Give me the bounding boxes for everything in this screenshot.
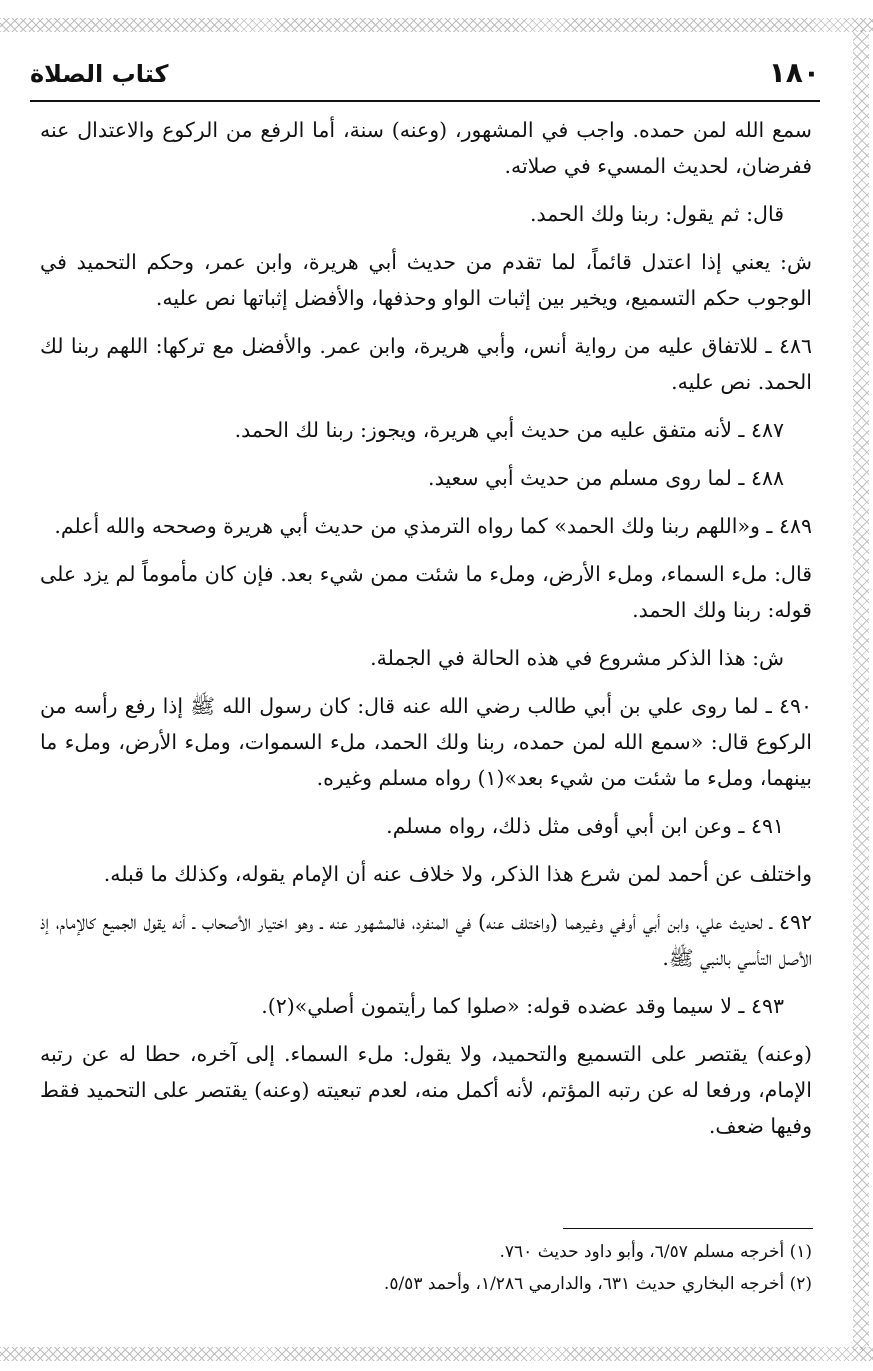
footnote: (١) أخرجه مسلم ٦/٥٧، وأبو داود حديث ٧٦٠. (499, 1242, 812, 1262)
page-number: ١٨٠ (768, 56, 820, 89)
paragraph: ٤٩٠ ـ لما روى علي بن أبي طالب رضي الله عنه قال: كان رسول الله ﷺ إذا رفع رأسه من الركوع قال: «سمع الله لمن حمده، ربنا ولك الحمد، ملء السموات، وملء الأرض، وملء ما بينهما، وملء ما شئت من شيء بعد»(١) رواه مسلم وغيره. (40, 694, 812, 790)
paragraph: واختلف عن أحمد لمن شرع هذا الذكر، ولا خلاف عنه أن الإمام يقوله، وكذلك ما قبله. (103, 862, 812, 886)
paragraph: ٤٨٩ ـ و«اللهم ربنا ولك الحمد» كما رواه الترمذي من حديث أبي هريرة وصححه والله أعلم. (54, 514, 812, 538)
paragraph: ٤٩٣ ـ لا سيما وقد عضده قوله: «صلوا كما رأيتمون أصلي»(٢). (261, 994, 784, 1018)
paragraph: قال: ثم يقول: ربنا ولك الحمد. (529, 202, 784, 226)
paragraph: (وعنه) يقتصر على التسميع والتحميد، ولا يقول: ملء السماء. إلى آخره، حطا له عن رتبه الإمام، ورفعا له عن رتبه المؤتم، لأنه أكمل منه، لعدم تبعيته (وعنه) يقتصر على التحميد فقط وفيها ضعف. (40, 1042, 812, 1138)
page-header (30, 52, 820, 102)
footnote-separator (563, 1228, 813, 1229)
footnote: (٢) أخرجه البخاري حديث ٦٣١، والدارمي ١/٢٨٦، وأحمد ٥/٥٣. (383, 1274, 812, 1294)
paragraph: ٤٩١ ـ وعن ابن أبي أوفى مثل ذلك، رواه مسلم. (386, 814, 784, 838)
paragraph: ٤٨٨ ـ لما روى مسلم من حديث أبي سعيد. (428, 466, 784, 490)
paragraph: سمع الله لمن حمده. واجب في المشهور، (وعنه) سنة، أما الرفع من الركوع والاعتدال عنه ففرضان، لحديث المسيء في صلاته. (40, 118, 812, 178)
right-decorative-border (853, 30, 869, 1350)
paragraph: ش: يعني إذا اعتدل قائماً، لما تقدم من حديث أبي هريرة، وابن عمر، وحكم التحميد في الوجوب حكم التسميع، ويخير بين إثبات الواو وحذفها، والأفضل إثباتها نص عليه. (40, 250, 812, 310)
paragraph: ٤٨٦ ـ للاتفاق عليه من رواية أنس، وأبي هريرة، وابن عمر. والأفضل مع تركها: اللهم ربنا لك الحمد. نص عليه. (40, 334, 812, 394)
chapter-title: كتاب الصلاة (30, 60, 169, 88)
paragraph: ش: هذا الذكر مشروع في هذه الحالة في الجملة. (370, 646, 784, 670)
main-text (40, 112, 812, 1156)
footnotes (40, 1236, 812, 1300)
paragraph: قال: ملء السماء، وملء الأرض، وملء ما شئت ممن شيء بعد. فإن كان مأموماً لم يزد على قوله: ربنا ولك الحمد. (40, 562, 812, 622)
top-decorative-border (0, 18, 873, 32)
bottom-decorative-border (0, 1347, 873, 1361)
paragraph: ٤٩٢ ـ لحديث علي، وابن أبي أوفي وغيرهما (واختلف عنه) في المنفرد، فالمشهور عنه ـ وهو اختيار الأصحاب ـ أنه يقول الجميع كالإمام، إذ الأصل التأسي بالنبي ﷺ. (40, 910, 812, 970)
paragraph: ٤٨٧ ـ لأنه متفق عليه من حديث أبي هريرة، ويجوز: ربنا لك الحمد. (234, 418, 784, 442)
